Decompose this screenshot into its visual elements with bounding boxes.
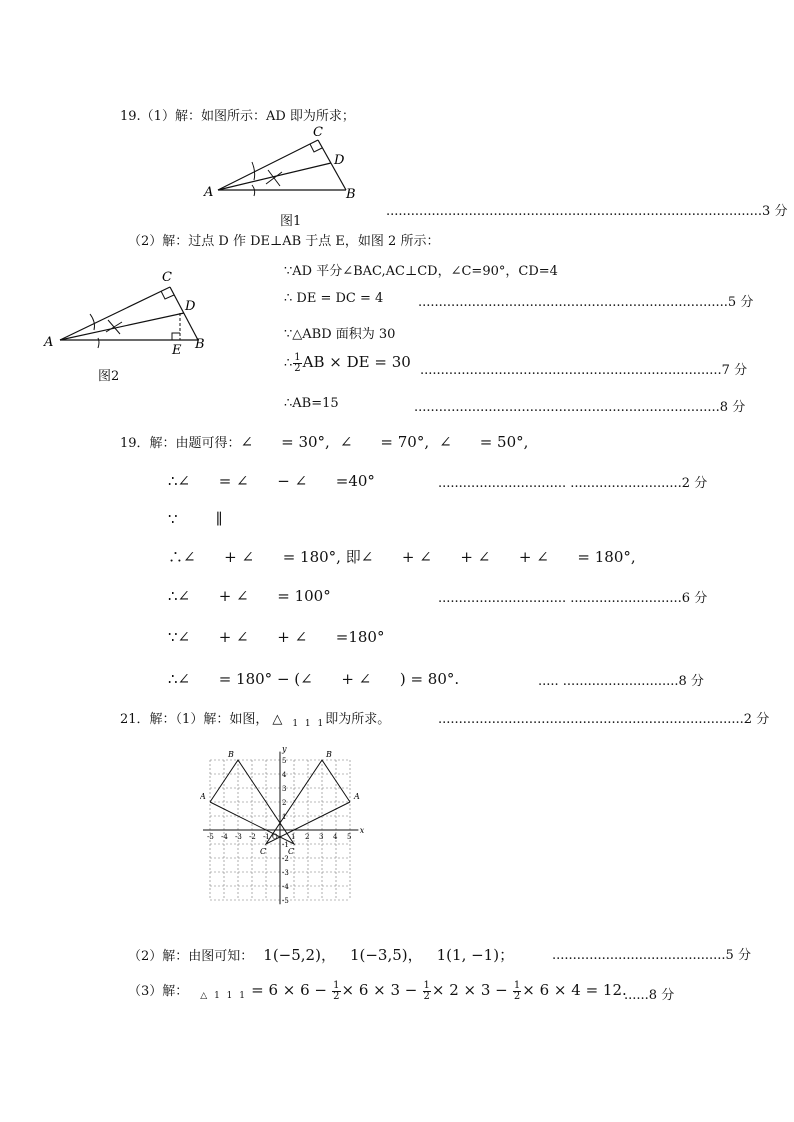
fig2-segment-ad [60,313,184,340]
x-tick-label: 3 [319,833,324,841]
point-label-abc-b: B [326,750,332,759]
point-label-abc-c: C [260,847,267,856]
origin-label: O [272,833,278,841]
score-19a-8: ..........................................................................8 分 [414,400,746,415]
x-axis-label: x [359,826,365,835]
y-tick-label: -4 [282,883,289,891]
q19a-step4 [284,353,411,374]
score-19b-2: ............................... ...........................2 分 [438,476,708,491]
q21-line1: 21．解：（1）解：如图， △ $_{1 1 1}$即为所求。 [120,712,391,729]
figure-1 [200,120,370,220]
y-tick-label: -1 [282,841,289,849]
fig1-label-b: B [346,187,356,202]
score-19a-7: .........................................................................7 分 [420,363,748,378]
x-tick-label: -3 [235,833,242,841]
point-label-a1b1c1-b: B [228,750,234,759]
x-tick-label: -1 [263,833,270,841]
score-19b-6: ............................... ...........................6 分 [438,591,708,606]
x-tick-label: 2 [305,833,310,841]
y-tick-label: 1 [282,813,287,821]
q19b-line4: ∴∠ + ∠ = 180°, 即∠ + ∠ + ∠ + ∠ = 180°, [168,548,636,566]
figure-2 [40,262,220,357]
fig1-right-angle [310,144,322,152]
q21-line2: （2）解：由图可知： 1(−5,2)， 1(−3,5)， 1(1, −1)； [128,946,515,964]
q19b-line6: ∵∠ + ∠ + ∠ =180° [168,628,385,646]
x-tick-label: -4 [221,833,228,841]
q19b-line1: 19．解：由题可得：∠ = 30°, ∠ = 70°, ∠ = 50°, [120,433,529,451]
y-tick-label: 2 [282,799,287,807]
y-tick-label: -3 [282,869,289,877]
q19a-step2: ∴ DE = DC = 4 [284,291,384,306]
score-19a-3: ...........................................................................................3 分 [386,204,788,219]
y-tick-label: -5 [282,897,289,905]
fig1-arc [252,162,255,180]
x-tick-label: 4 [333,833,338,841]
q19b-line7: ∴∠ = 180° − (∠ + ∠ ) = 80°. [168,670,460,688]
coordinate-grid-chart [200,745,370,905]
fraction-half: $\frac{1}{2}$ [294,352,301,374]
score-19b-8: ..... ............................8 分 [538,674,704,689]
fig1-label-a: A [204,185,214,200]
fig2-right-angle-e [172,333,180,340]
q19a-part2-line: （2）解：过点 D 作 DE⊥AB 于点 E，如图 2 所示： [128,234,440,249]
fig2-label-a: A [44,335,54,350]
point-label-a1b1c1-c: C [288,847,295,856]
fig2-label-b: B [195,337,205,352]
point-label-a1b1c1-a: A [200,792,206,801]
fig1-label-d: D [334,153,345,168]
q19a-part1-line: 19.（1）解：如图所示：AD 即为所求； [120,109,355,124]
step4-prefix: ∴ [284,356,293,371]
q19b-line5: ∴∠ + ∠ = 100° [168,587,331,605]
q19a-step5: ∴AB=15 [284,396,339,411]
score-21-5: ..........................................5 分 [552,948,751,963]
fig2-segment-ac [60,287,170,340]
score-21-8: ......8 分 [624,988,675,1003]
q19b-line3: ∵ ∥ [168,510,223,528]
fig1-label-c: C [313,125,323,140]
score-19a-5: ...........................................................................5 分 [418,295,754,310]
line1-prefix: 19．解：由题可得： [120,436,241,451]
y-axis-label: y [282,745,287,754]
q21-line3: （3）解： $_{\triangle 1 1 1}$ = 6 × 6 − $\frac{1}{2}$ × 6 × 3 − $\frac{1}{2}$ × 2 × 3 − $\frac{1}{2}$ × 6 × 4 = 12. [128,980,627,1002]
x-tick-label: 1 [291,833,296,841]
fig2-arc [90,314,95,330]
x-tick-label: 5 [347,833,352,841]
x-tick-label: -5 [207,833,214,841]
fig2-label-d: D [185,299,196,314]
score-21-2: ..........................................................................2 分 [438,712,770,727]
q19b-line2: ∴∠ = ∠ − ∠ =40° [168,472,375,490]
fig2-caption: 图2 [98,369,120,384]
fig2-label-c: C [162,270,172,285]
fig2-label-e: E [172,343,182,357]
y-tick-label: 5 [282,757,287,765]
y-tick-label: -2 [282,855,289,863]
x-tick-label: -2 [249,833,256,841]
point-label-abc-a: A [354,792,360,801]
y-tick-label: 4 [282,771,287,779]
step4-rest: AB × DE = 30 [302,353,411,371]
fig1-caption: 图1 [280,214,302,229]
fig2-arc [98,338,99,348]
y-tick-label: 3 [282,785,287,793]
q19a-step1: ∵AD 平分∠BAC,AC⊥CD，∠C=90°，CD=4 [284,264,558,279]
q19a-step3: ∵△ABD 面积为 30 [284,327,396,342]
fig2-right-angle-c [161,291,174,299]
fig1-segment-ad [218,163,331,190]
